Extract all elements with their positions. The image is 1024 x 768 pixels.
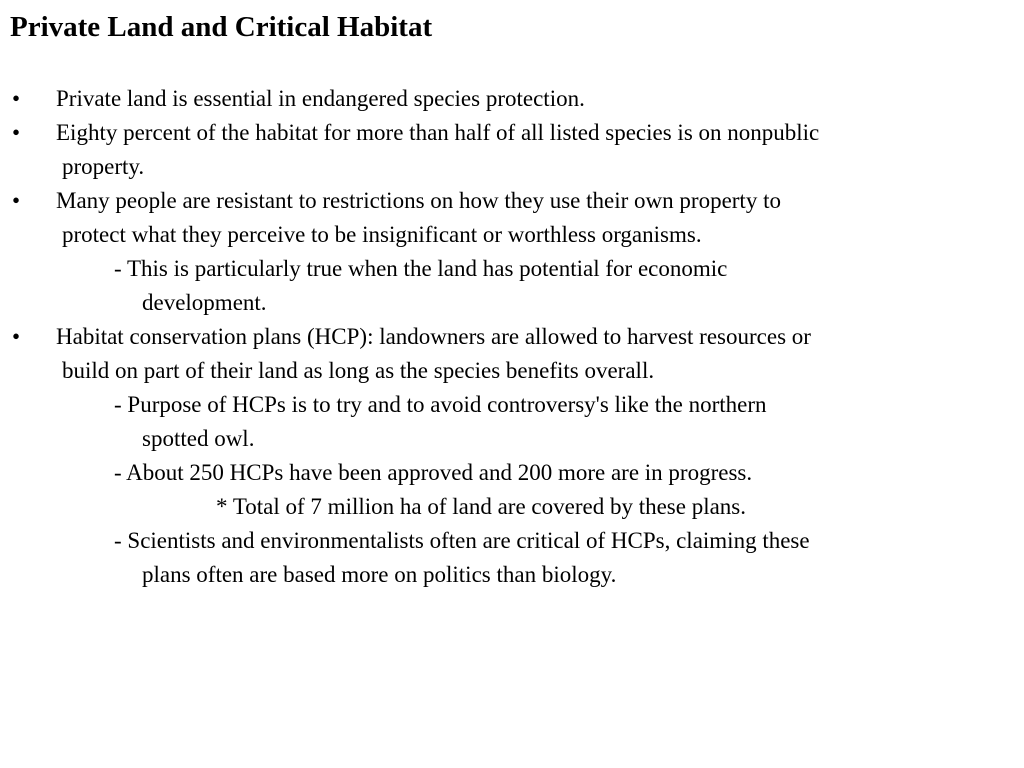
sub-point-text: - This is particularly true when the land has potential for economic — [114, 256, 728, 281]
sub-point-text: - Scientists and environmentalists often are critical of HCPs, claiming these — [114, 528, 810, 553]
slide-title: Private Land and Critical Habitat — [10, 11, 433, 43]
sub-point-continuation: plans often are based more on politics than biology. — [142, 562, 617, 587]
bullet-marker: • — [12, 188, 21, 213]
sub-point-text: - Purpose of HCPs is to try and to avoid controversy's like the northern — [114, 392, 767, 417]
bullet-marker: • — [12, 324, 21, 349]
sub-point-text: - About 250 HCPs have been approved and 200 more are in progress. — [114, 460, 753, 485]
sub-point-continuation: development. — [142, 290, 267, 315]
bullet-text-continuation: protect what they perceive to be insignificant or worthless organisms. — [62, 222, 702, 247]
bullet-text-continuation: build on part of their land as long as the species benefits overall. — [62, 358, 655, 383]
bullet-text-continuation: property. — [62, 154, 145, 179]
sub-point-continuation: spotted owl. — [142, 426, 255, 451]
bullet-text: Habitat conservation plans (HCP): landowners are allowed to harvest resources or — [56, 324, 811, 349]
bullet-marker: • — [12, 86, 21, 111]
bullet-text: Many people are resistant to restrictions on how they use their own property to — [56, 188, 781, 213]
bullet-marker: • — [12, 120, 21, 145]
bullet-text: Private land is essential in endangered species protection. — [56, 86, 585, 111]
bullet-text: Eighty percent of the habitat for more than half of all listed species is on nonpublic — [56, 120, 820, 145]
sub-sub-point-text: * Total of 7 million ha of land are covered by these plans. — [216, 494, 747, 519]
